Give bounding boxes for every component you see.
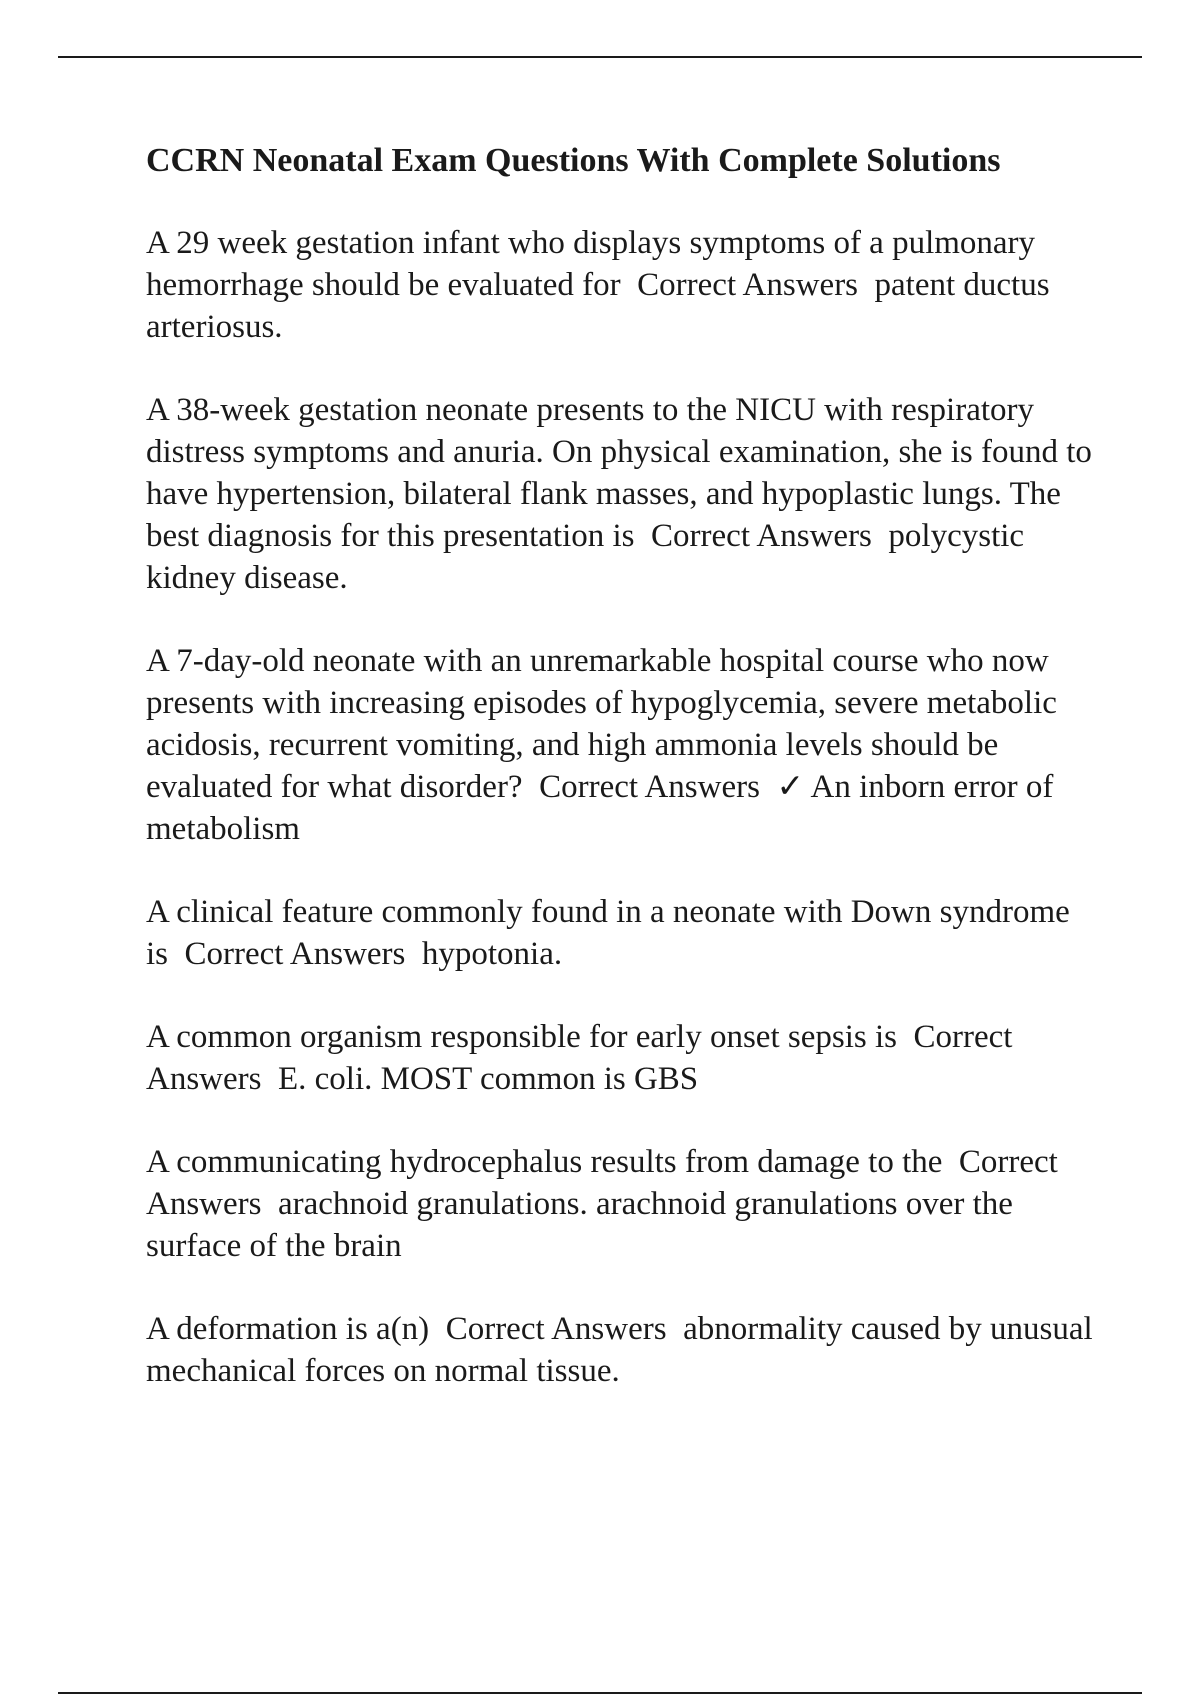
answer-text: patent ductus arteriosus.: [146, 267, 1058, 345]
question-text: A 7-day-old neonate with an unremarkable hospital course who now presents with increasing episodes of hypoglycemia, severe metabolic acidosis, recurrent vomiting, and high ammonia levels should be evaluated for what disorder?: [146, 643, 1066, 805]
answer-label: Correct Answers: [637, 267, 859, 303]
answer-text: hypotonia.: [421, 936, 563, 972]
answer-label: Correct Answers: [184, 936, 406, 972]
answer-label: Correct Answers: [539, 769, 760, 805]
question-text: A common organism responsible for early onset sepsis is: [146, 1019, 897, 1055]
answer-text: abnormality caused by unusual mechanical forces on normal tissue.: [146, 1311, 1101, 1389]
qa-item-6: [146, 1141, 1096, 1267]
answer-label: Correct Answers: [445, 1311, 667, 1347]
question-text: A 38-week gestation neonate presents to the NICU with respiratory distress symptoms and anuria. On physical examination, she is found to have hypertension, bilateral flank masses, and hypoplastic lungs. The best diagnosis for this presentation is: [146, 392, 1101, 554]
top-rule: [58, 56, 1142, 58]
answer-label: Correct Answers: [146, 1019, 1013, 1097]
question-text: A deformation is a(n): [146, 1311, 430, 1347]
document-body: [146, 140, 1101, 1433]
question-text: A communicating hydrocephalus results from damage to the: [146, 1144, 943, 1180]
question-text: A 29 week gestation infant who displays symptoms of a pulmonary hemorrhage should be evaluated for: [146, 225, 1044, 303]
question-text: A clinical feature commonly found in a neonate with Down syndrome is: [146, 894, 1079, 972]
answer-text: polycystic kidney disease.: [146, 518, 1033, 596]
qa-item-4: [146, 891, 1096, 975]
bottom-rule: [58, 1692, 1142, 1694]
answer-label: Correct Answers: [146, 1144, 1058, 1222]
qa-item-2: [146, 389, 1101, 599]
qa-item-1: [146, 222, 1096, 348]
qa-item-7: [146, 1308, 1101, 1392]
document-title: CCRN Neonatal Exam Questions With Complete Solutions: [146, 142, 1001, 179]
qa-item-3: [146, 640, 1096, 850]
answer-text: ✓ An inborn error of metabolism: [146, 769, 1062, 847]
answer-text: E. coli. MOST common is GBS: [277, 1061, 699, 1097]
answer-label: Correct Answers: [651, 518, 872, 554]
qa-item-5: [146, 1016, 1096, 1100]
answer-text: arachnoid granulations. arachnoid granulations over the surface of the brain: [146, 1186, 1022, 1264]
